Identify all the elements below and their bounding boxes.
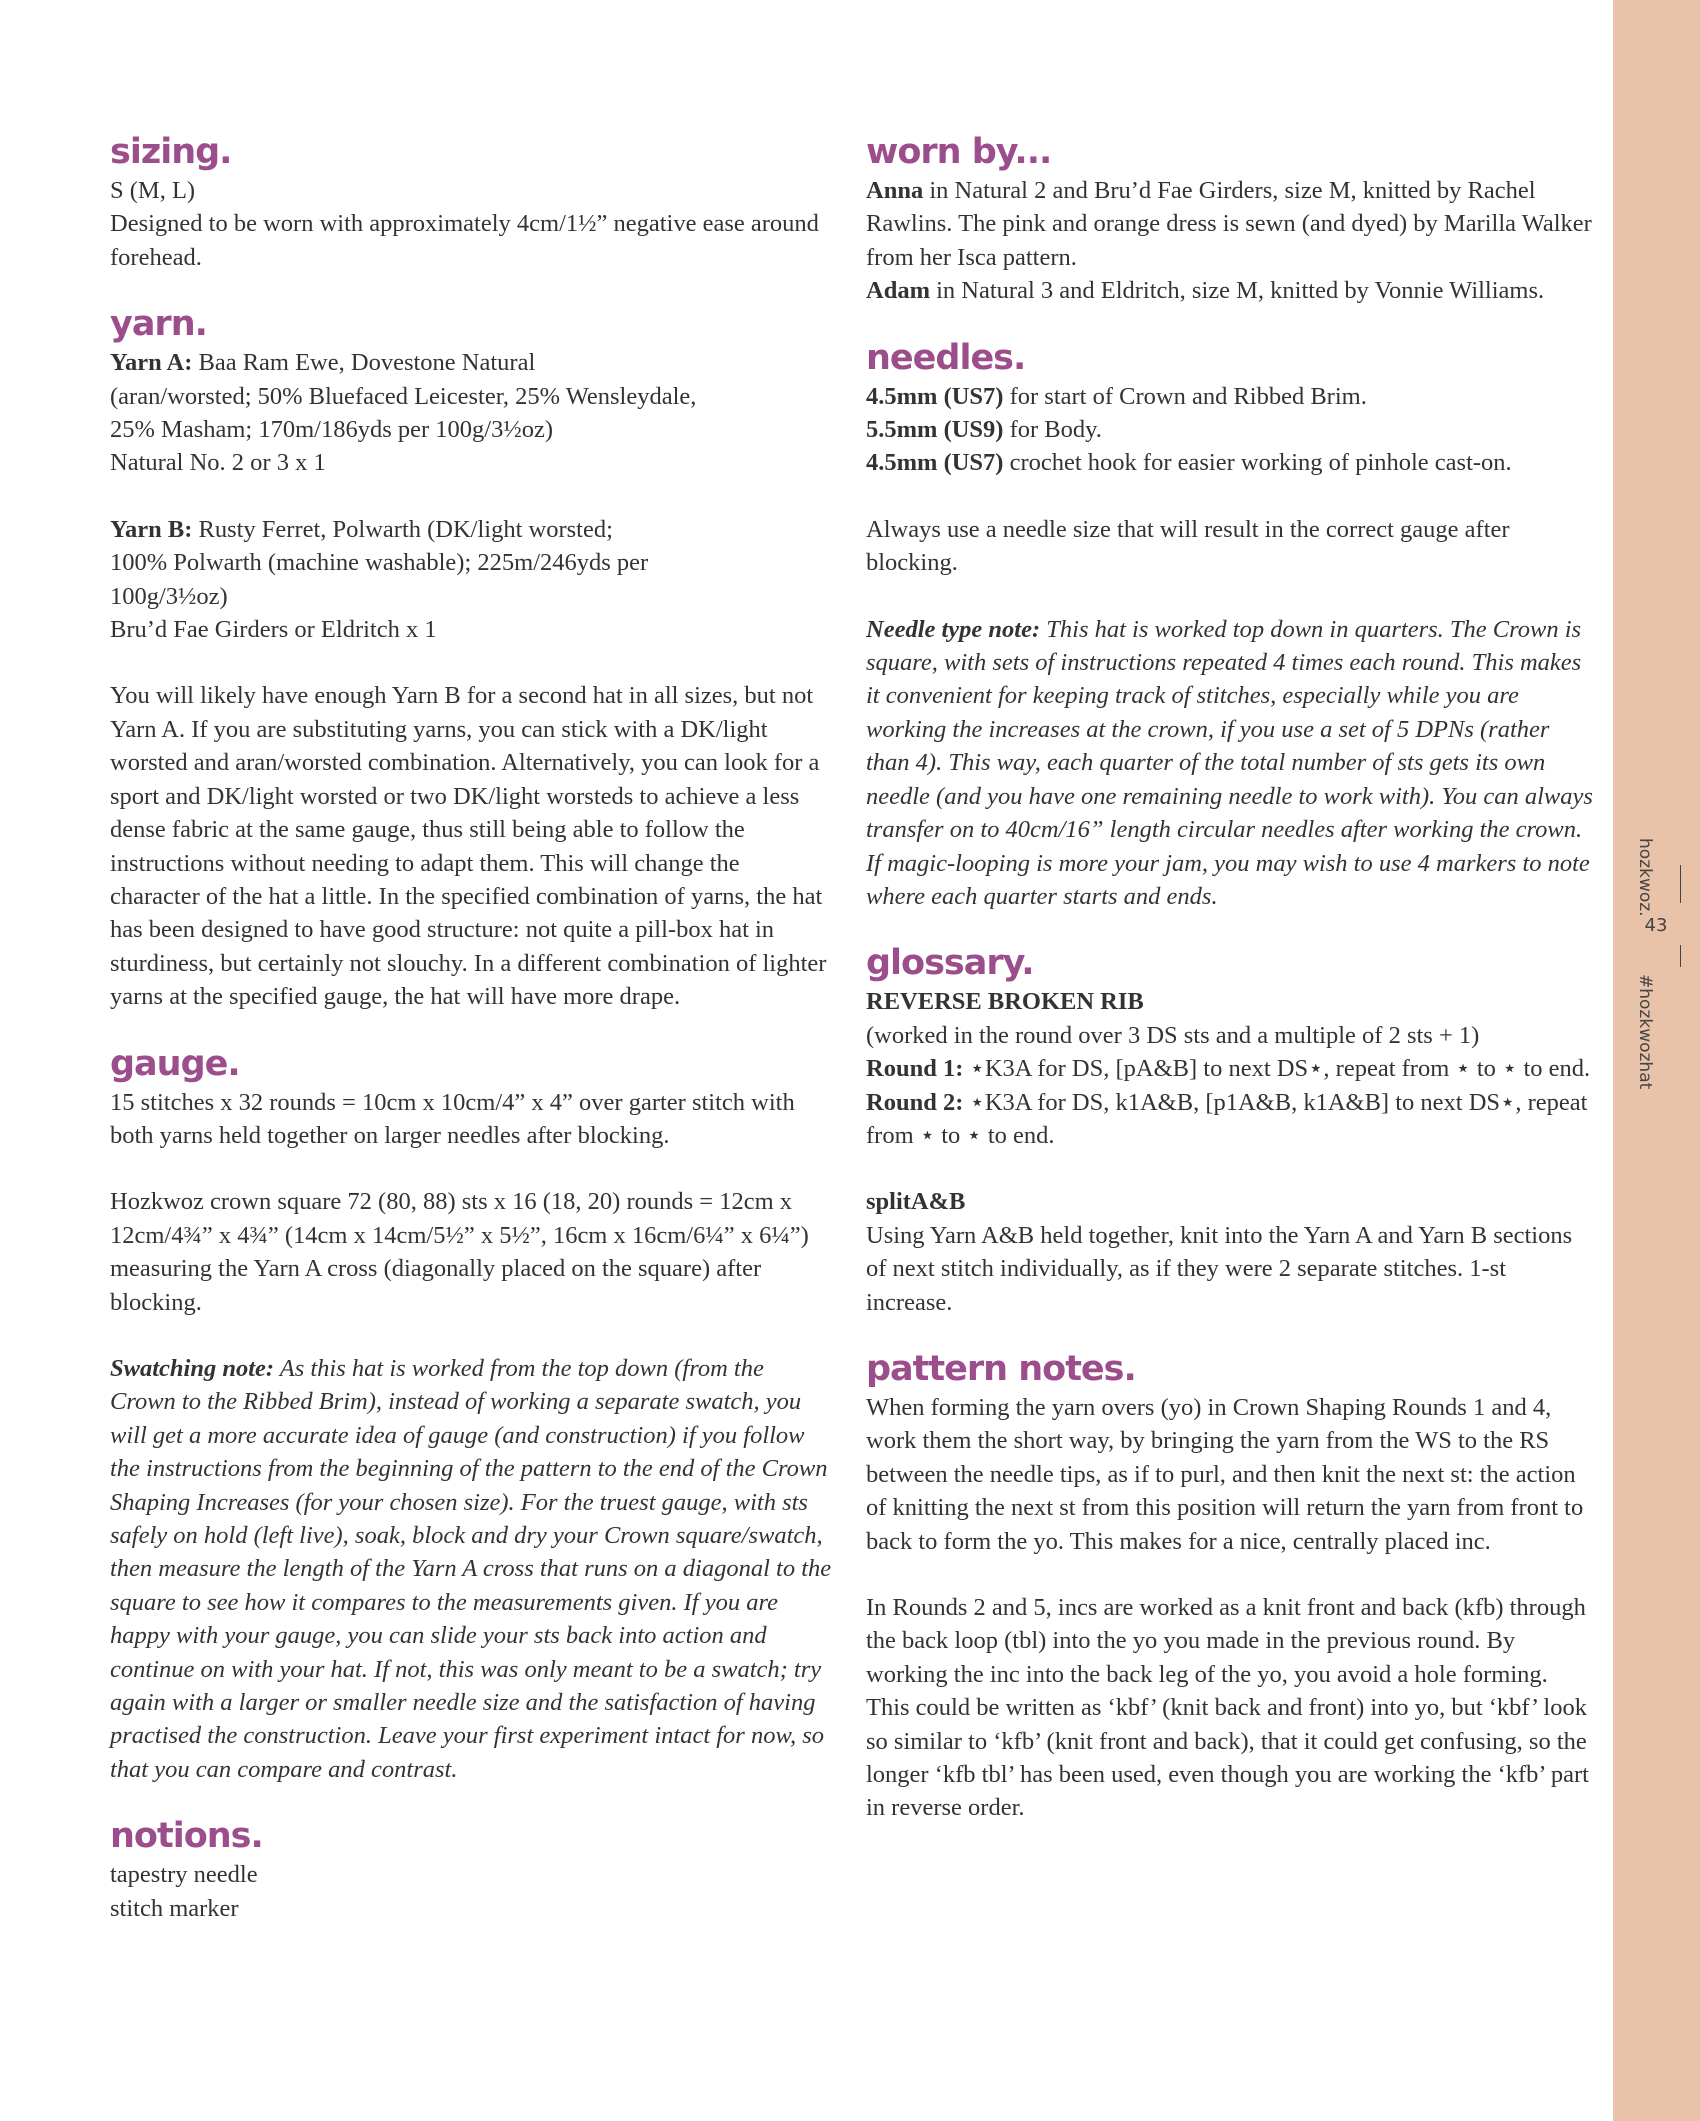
yarn-b-label: Yarn B: [110,515,193,543]
round-1-text: ⋆K3A for DS, [pA&B] to next DS⋆, repeat from ⋆ to ⋆ to end. [963,1055,1591,1083]
needle-size: 5.5mm (US9) [866,416,1004,444]
needles-heading: needles. [866,337,1026,378]
yarn-a-line2: (aran/worsted; 50% Bluefaced Leicester, 25% Wensleydale, [110,382,697,410]
needle-item [866,413,1596,446]
anna-name: Anna [866,177,924,204]
swatching-note-text: As this hat is worked from the top down (from the Crown to the Ribbed Brim), instead of working a separate swatch, you will get a more accurate idea of gauge (and construction) if you follow the instructions from the beginning of the pattern to the end of the Crown Shaping Increases (for your chosen size). For the truest gauge, with sts safely on hold (left live), soak, block and dry your Crown square/swatch, then measure the length of the Yarn A cross that runs on a diagonal to the square to see how it compares to the measurements given. If you are happy with your gauge, you can slide your sts back into action and continue on with your hat. If not, this was only meant to be a swatch; try again with a larger or smaller needle size and the satisfaction of having practised the construction. Leave your first experiment intact for now, so that you can compare and contrast. [110,1354,832,1783]
needle-text: for Body. [1003,416,1102,444]
notions-item: stitch marker [110,1894,239,1922]
needle-text: crochet hook for easier working of pinhole cast-on. [1003,449,1512,477]
left-column [110,130,835,1925]
page-number: 43 [1644,915,1668,936]
sidebar-divider [1680,865,1681,903]
needle-item [866,380,1596,413]
worn-by-adam [866,274,1596,307]
round-1 [866,1052,1596,1085]
sizing-sizes: S (M, L) [110,177,196,204]
needle-item [866,446,1596,479]
reverse-broken-rib-desc: (worked in the round over 3 DS sts and a multiple of 2 sts + 1) [866,1021,1480,1049]
round-2-label: Round 2: [866,1088,964,1116]
reverse-broken-rib-title: REVERSE BROKEN RIB [866,988,1144,1016]
adam-name: Adam [866,277,930,305]
split-title: splitA&B [866,1188,966,1216]
pattern-notes-heading: pattern notes. [866,1348,1136,1389]
needle-size: 4.5mm (US7) [866,382,1004,410]
yarn-a-line4: Natural No. 2 or 3 x 1 [110,449,326,477]
yarn-b-line2: 100% Polwarth (machine washable); 225m/246yds per [110,549,649,577]
adam-text: in Natural 3 and Eldritch, size M, knitted by Vonnie Williams. [929,277,1545,305]
sidebar-divider [1680,945,1681,967]
right-column [866,130,1596,1825]
yarn-b-line3: 100g/3½oz) [110,582,228,610]
needle-gauge-note: Always use a needle size that will result in the correct gauge after blocking. [866,515,1510,577]
needle-type-note [866,613,1596,914]
gauge-text2: Hozkwoz crown square 72 (80, 88) sts x 16 (18, 20) rounds = 12cm x 12cm/4¾” x 4¾” (14cm x 14cm/5½” x 5½”, 16cm x 16cm/6¼” x 6¼”) measuring the Yarn A cross (diagonally placed on the square) after blocking. [110,1188,809,1316]
split-text: Using Yarn A&B held together, knit into the Yarn A and Yarn B sections of next stitch individually, as if they were 2 separate stitches. 1-st increase. [866,1221,1573,1316]
needle-type-note-text: This hat is worked top down in quarters. The Crown is square, with sets of instructions repeated 4 times each round. This makes it convenient for keeping track of stitches, especially while you are working the increases at the crown, if you use a set of 5 DPNs (rather than 4). This way, each quarter of the total number of sts gets its own needle (and you have one remaining needle to work with). You can always transfer on to 40cm/16” length circular needles after working the crown. If magic-looping is more your jam, you may wish to use 4 markers to note where each quarter starts and ends. [866,615,1593,910]
round-2 [866,1086,1596,1153]
worn-by-anna [866,174,1596,274]
yarn-heading: yarn. [110,304,207,345]
sidebar-brand: hozkwoz. [1635,838,1655,917]
sizing-text: Designed to be worn with approximately 4cm/1½” negative ease around forehead. [110,210,819,271]
pattern-notes-p2: In Rounds 2 and 5, incs are worked as a knit front and back (kfb) through the back loop (tbl) into the yo you made in the previous round. By working the inc into the back leg of the yo, you avoid a hole forming. This could be written as ‘kbf’ (knit back and front) into yo, but ‘kbf’ look so similar to ‘kfb’ (knit front and back), that it could get confusing, so the longer ‘kfb tbl’ has been used, even though you are working the ‘kfb’ part in reverse order. [866,1594,1589,1822]
glossary-heading: glossary. [866,943,1034,984]
sidebar-hashtag: #hozkwozhat [1635,974,1655,1090]
yarn-b-line4: Bru’d Fae Girders or Eldritch x 1 [110,616,437,644]
yarn-a-label: Yarn A: [110,349,193,377]
swatching-note [110,1352,835,1786]
yarn-b-line1 [110,513,835,546]
yarn-b-text1: Rusty Ferret, Polwarth (DK/light worsted; [192,515,613,543]
yarn-a-line3: 25% Masham; 170m/186yds per 100g/3½oz) [110,416,553,444]
notions-heading: notions. [110,1816,263,1857]
round-2-text: ⋆K3A for DS, k1A&B, [p1A&B, k1A&B] to next DS⋆, repeat from ⋆ to ⋆ to end. [866,1088,1588,1149]
needle-type-note-label: Needle type note: [866,615,1041,643]
anna-text: in Natural 2 and Bru’d Fae Girders, size M, knitted by Rachel Rawlins. The pink and orange dress is sewn (and dyed) by Marilla Walker from her Isca pattern. [866,177,1592,271]
yarn-a-text1: Baa Ram Ewe, Dovestone Natural [192,349,536,377]
needle-size: 4.5mm (US7) [866,449,1004,477]
notions-item: tapestry needle [110,1861,258,1889]
needle-text: for start of Crown and Ribbed Brim. [1003,382,1367,410]
gauge-text1: 15 stitches x 32 rounds = 10cm x 10cm/4” x 4” over garter stitch with both yarns held together on larger needles after blocking. [110,1088,795,1149]
yarn-paragraph: You will likely have enough Yarn B for a second hat in all sizes, but not Yarn A. If you are substituting yarns, you can stick with a DK/light worsted and aran/worsted combination. Alternatively, you can look for a sport and DK/light worsted or two DK/light worsteds to achieve a less dense fabric at the same gauge, thus still being able to follow the instructions without needing to adapt them. This will change the character of the hat a little. In the specified combination of yarns, the hat has been designed to have good structure: not quite a pill-box hat in sturdiness, but certainly not slouchy. In a different combination of lighter yarns at the specified gauge, the hat will have more drape. [110,682,827,1011]
round-1-label: Round 1: [866,1055,964,1083]
pattern-notes-p1: When forming the yarn overs (yo) in Crown Shaping Rounds 1 and 4, work them the short way, by bringing the yarn from the WS to the RS between the needle tips, as if to purl, and then knit the next st: the action of knitting the next st from this position will return the yarn from front to back to form the yo. This makes for a nice, centrally placed inc. [866,1393,1584,1555]
worn-by-heading: worn by... [866,132,1052,172]
yarn-a-line1 [110,346,835,379]
sidebar-band [1613,0,1700,2121]
gauge-heading: gauge. [110,1043,240,1084]
sizing-heading: sizing. [110,132,232,172]
swatching-note-label: Swatching note: [110,1354,275,1382]
